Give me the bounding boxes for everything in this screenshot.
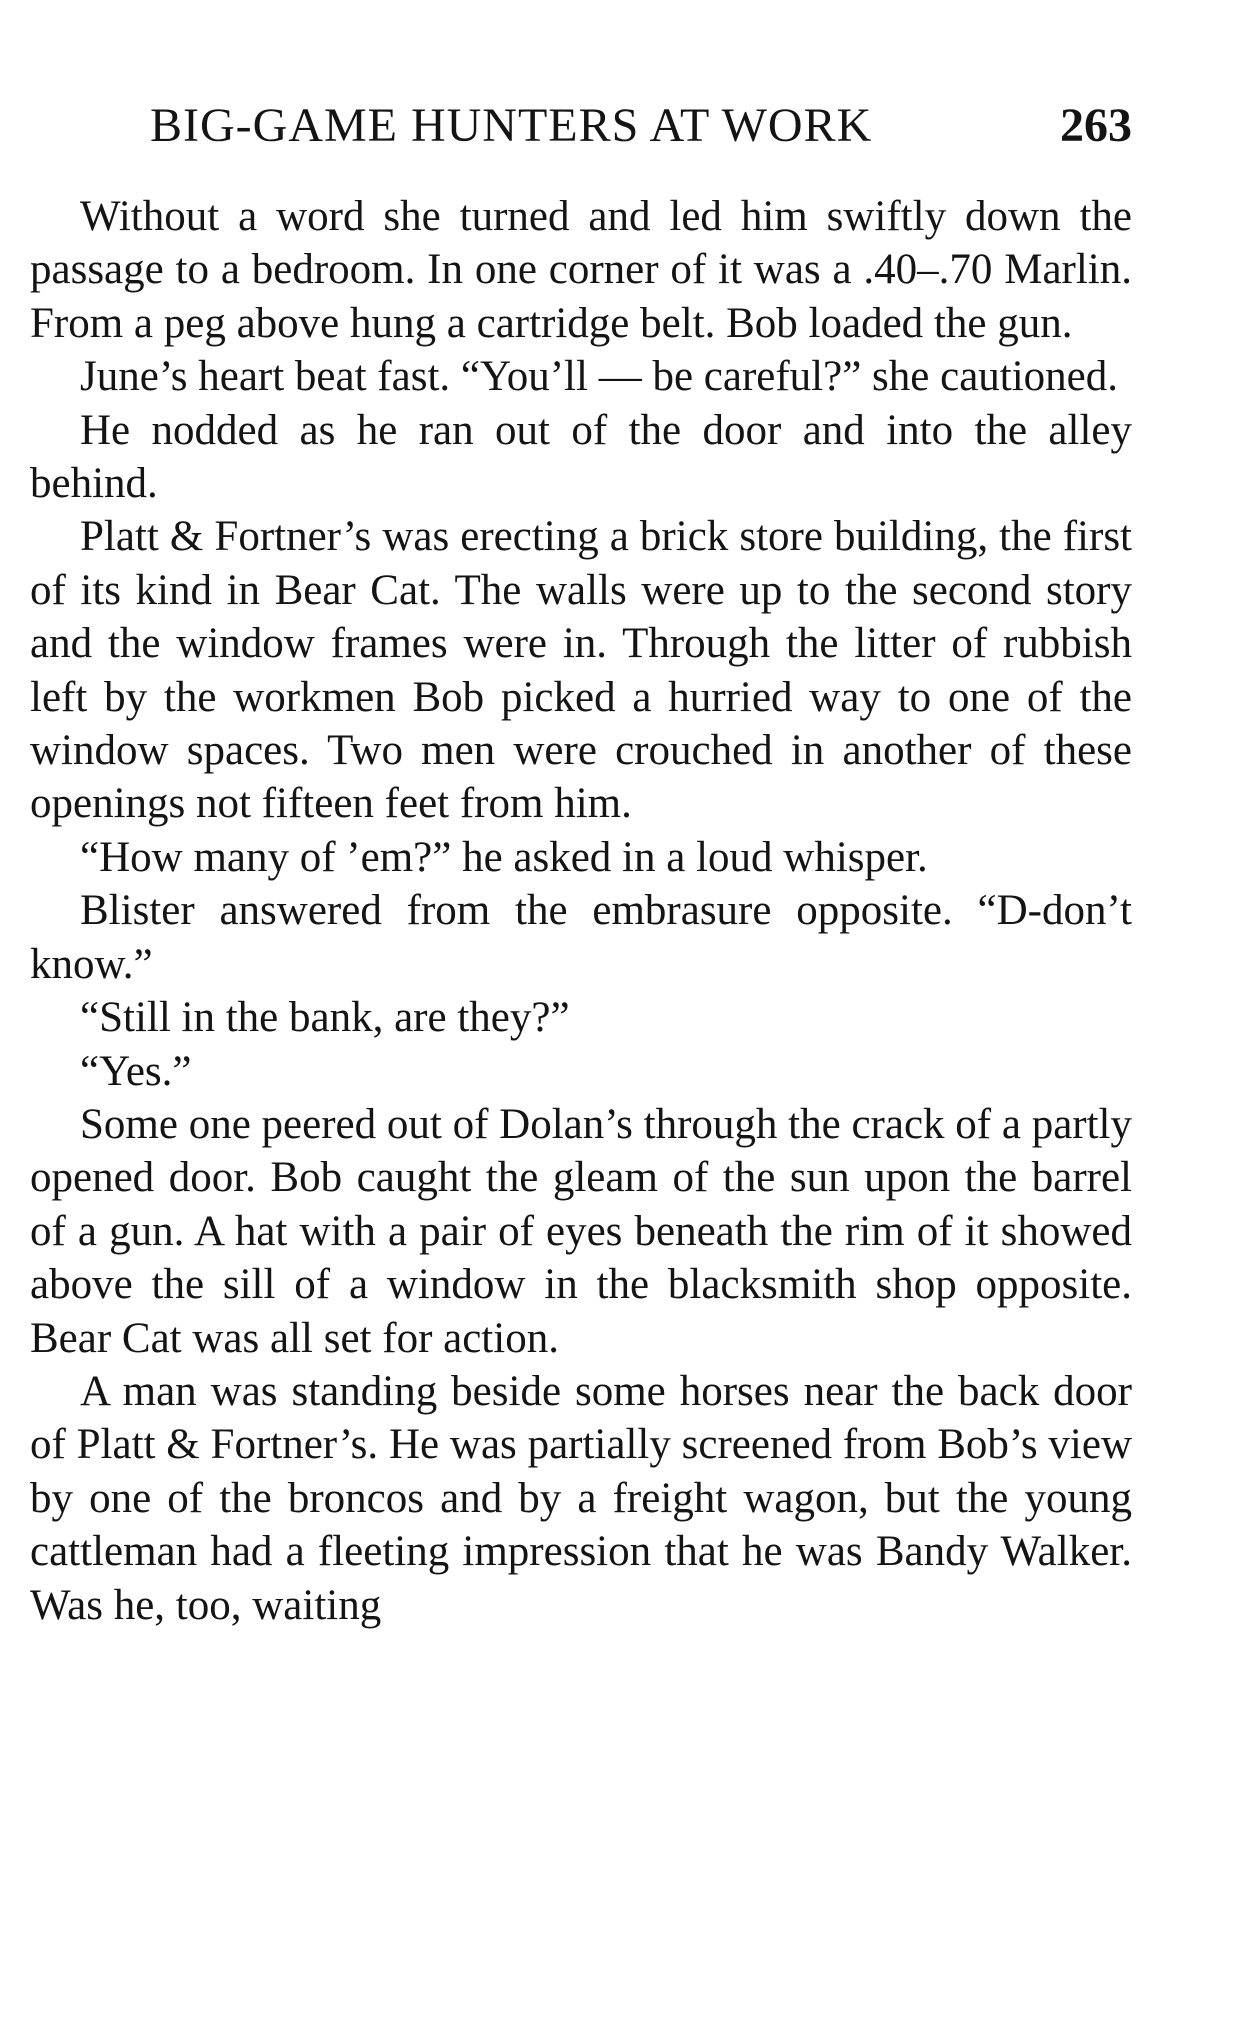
body-text bbox=[30, 190, 1132, 1632]
running-head bbox=[150, 98, 1132, 158]
paragraph: Without a word she turned and led him swiftly down the passage to a bedroom. In one corner of it was a .40–.70 Marlin. From a peg above hung a cartridge belt. Bob loaded the gun. bbox=[30, 193, 1132, 347]
running-title: BIG-GAME HUNTERS AT WORK bbox=[150, 99, 873, 152]
paragraph: “Still in the bank, are they?” bbox=[80, 994, 570, 1042]
paragraph: “Yes.” bbox=[80, 1047, 192, 1095]
paragraph: Blister answered from the embrasure opposite. “D-don’t know.” bbox=[30, 887, 1132, 988]
paragraph: He nodded as he ran out of the door and into the alley behind. bbox=[30, 406, 1132, 508]
page-number: 263 bbox=[1060, 99, 1132, 152]
paragraph: Platt & Fortner’s was erecting a brick store building, the first of its kind in Bear Cat. The walls were up to the second story and the window frames were in. Through the litter of rubbish left by the workmen Bob picked a hurried way to one of the window spaces. Two men were crouched in another of these openings not fifteen feet from him. bbox=[30, 513, 1132, 828]
paragraph: A man was standing beside some horses near the back door of Platt & Fortner’s. He was partially screened from Bob’s view by one of the broncos and by a freight wagon, but the young cattleman had a fleeting impression that he was Bandy Walker. Was he, too, waiting bbox=[30, 1367, 1132, 1629]
paragraph: Some one peered out of Dolan’s through the crack of a partly opened door. Bob caught the gleam of the sun upon the barrel of a gun. A hat with a pair of eyes beneath the rim of it showed above the sill of a window in the blacksmith shop opposite. Bear Cat was all set for action. bbox=[30, 1100, 1132, 1362]
paragraph: “How many of ’em?” he asked in a loud whisper. bbox=[80, 833, 928, 881]
paragraph: June’s heart beat fast. “You’ll — be careful?” she cautioned. bbox=[80, 353, 1119, 401]
